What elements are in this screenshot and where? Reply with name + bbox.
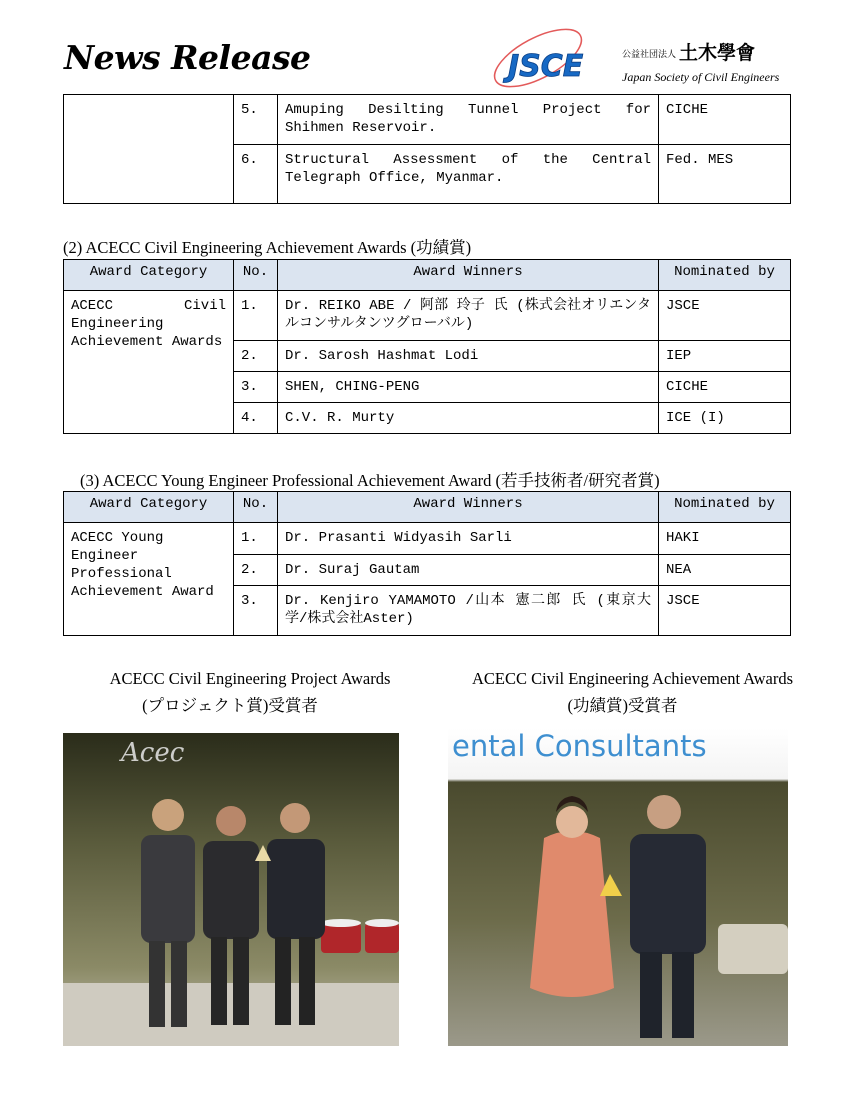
- banner-text: ental Consultants: [452, 729, 707, 763]
- achievement-awards-table: [63, 259, 791, 434]
- left-caption-line-1: ACECC Civil Engineering Project Awards: [109, 669, 391, 688]
- header-winners: Award Winners: [278, 260, 659, 291]
- award-winner: SHEN, CHING-PENG: [278, 372, 659, 403]
- header-winners: Award Winners: [278, 492, 659, 523]
- header-category: Award Category: [64, 492, 234, 523]
- jsce-logo: [486, 18, 816, 96]
- table-header-row: [64, 492, 791, 523]
- project-awards-table-continued: [63, 94, 791, 204]
- table-row: [64, 291, 791, 341]
- table-header-row: [64, 260, 791, 291]
- nominated-by: CICHE: [659, 95, 791, 145]
- right-caption-line-2: (功績賞)受賞者: [567, 696, 678, 715]
- section-heading-achievement: (2) ACECC Civil Engineering Achievement Awards (功績賞): [63, 238, 472, 257]
- row-number: 5.: [234, 95, 278, 145]
- award-winner: Structural Assessment of the Central Telegraph Office, Myanmar.: [278, 145, 659, 204]
- table-row: [64, 523, 791, 555]
- category-cell: ACECC Civil Engineering Achievement Awards: [64, 291, 234, 434]
- nominated-by: IEP: [659, 341, 791, 372]
- header-nominated: Nominated by: [659, 492, 791, 523]
- award-winner: Dr. Prasanti Widyasih Sarli: [278, 523, 659, 555]
- row-number: 2.: [234, 555, 278, 586]
- row-number: 3.: [234, 372, 278, 403]
- row-number: 4.: [234, 403, 278, 434]
- nominated-by: JSCE: [659, 291, 791, 341]
- young-engineer-awards-table: [63, 491, 791, 636]
- org-name-jp: [622, 38, 755, 65]
- svg-text:Acec: Acec: [121, 738, 185, 768]
- award-ceremony-photo-icon: [63, 733, 399, 1046]
- right-caption-line-1: ACECC Civil Engineering Achievement Awards: [471, 669, 794, 688]
- table-row: [64, 95, 791, 145]
- award-winner: Dr. REIKO ABE / 阿部 玲子 氏 (株式会社オリエンタルコンサルタンツグローバル): [278, 291, 659, 341]
- row-number: 1.: [234, 291, 278, 341]
- award-winner: Dr. Suraj Gautam: [278, 555, 659, 586]
- row-number: 3.: [234, 586, 278, 636]
- award-winner: C.V. R. Murty: [278, 403, 659, 434]
- header-nominated: Nominated by: [659, 260, 791, 291]
- header-no: No.: [234, 492, 278, 523]
- jsce-logo-mark-icon: [486, 18, 622, 96]
- page-title: News Release: [64, 38, 311, 77]
- org-name-jp-text: 土木學會: [679, 42, 756, 64]
- logo-text: JSCE: [508, 49, 584, 84]
- section-heading-young-engineer: (3) ACECC Young Engineer Professional Achievement Award (若手技術者/研究者賞): [80, 471, 660, 490]
- award-winner: Dr. Sarosh Hashmat Lodi: [278, 341, 659, 372]
- nominated-by: Fed. MES: [659, 145, 791, 204]
- category-cell: [64, 95, 234, 204]
- nominated-by: JSCE: [659, 586, 791, 636]
- header-category: Award Category: [64, 260, 234, 291]
- right-photo-caption: [440, 665, 825, 719]
- org-name-en: Japan Society of Civil Engineers: [622, 70, 780, 84]
- category-cell: ACECC Young Engineer Professional Achievement Award: [64, 523, 234, 636]
- nominated-by: CICHE: [659, 372, 791, 403]
- project-awards-photo: [63, 733, 399, 1046]
- nominated-by: ICE (I): [659, 403, 791, 434]
- award-winner: Dr. Kenjiro YAMAMOTO /山本 憲二郎 氏 (東京大学/株式会社Aster): [278, 586, 659, 636]
- nominated-by: HAKI: [659, 523, 791, 555]
- row-number: 1.: [234, 523, 278, 555]
- award-ceremony-photo-icon: [448, 728, 788, 1046]
- nominated-by: NEA: [659, 555, 791, 586]
- row-number: 2.: [234, 341, 278, 372]
- left-photo-caption: [60, 665, 440, 719]
- row-number: 6.: [234, 145, 278, 204]
- org-prefix-jp: 公益社団法人: [622, 50, 677, 60]
- achievement-awards-photo: [448, 728, 788, 1046]
- left-caption-line-2: (プロジェクト賞)受賞者: [142, 696, 318, 715]
- header-no: No.: [234, 260, 278, 291]
- award-winner: Amuping Desilting Tunnel Project for Shihmen Reservoir.: [278, 95, 659, 145]
